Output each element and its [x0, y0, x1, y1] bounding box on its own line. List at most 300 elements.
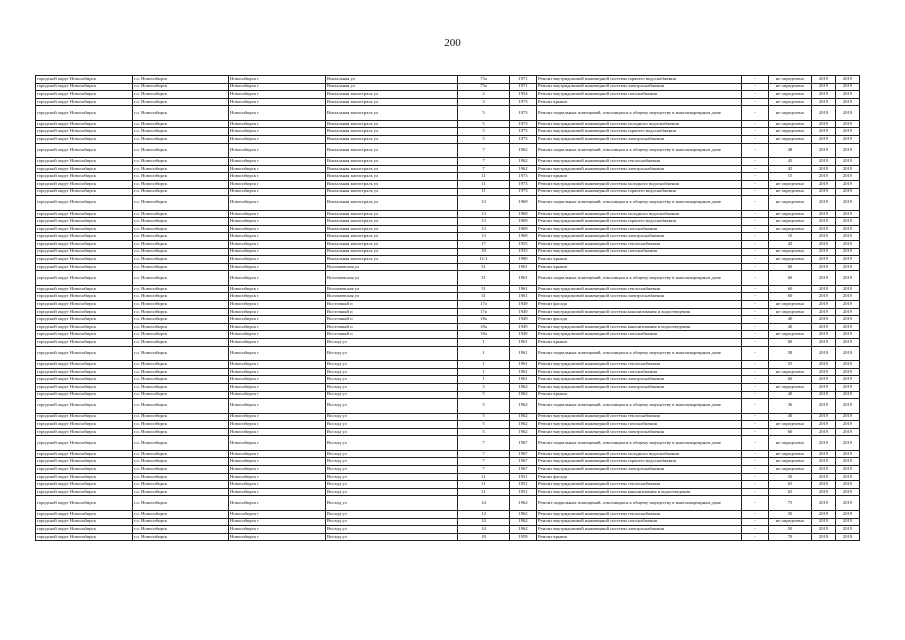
house-cell: 7 — [458, 158, 510, 166]
street-cell: Восход ул — [326, 510, 458, 518]
table-row — [36, 173, 860, 181]
street-cell: Восточный п — [326, 316, 458, 324]
year-cell: 1973 — [510, 128, 537, 136]
table-row — [36, 361, 860, 369]
dash-cell: - — [742, 233, 769, 241]
end-year-cell: 2019 — [836, 241, 860, 249]
work-type-cell: Ремонт внутридомовой инженерной системы холодного водоснабжения — [537, 450, 742, 458]
municipality-cell: г.о. Новосибирск — [133, 256, 229, 264]
term-cell: 75 — [769, 496, 812, 511]
end-year-cell: 2019 — [836, 316, 860, 324]
dash-cell: - — [742, 106, 769, 121]
dash-cell: - — [742, 120, 769, 128]
settlement-cell: Новосибирск г — [229, 436, 326, 451]
table-row — [36, 331, 860, 339]
work-type-cell: Ремонт внутридомовой инженерной системы горячего водоснабжения — [537, 188, 742, 196]
house-cell: 11 — [458, 488, 510, 496]
street-cell: Восход ул — [326, 488, 458, 496]
house-cell: 13 — [458, 218, 510, 226]
year-cell: 1967 — [510, 458, 537, 466]
house-cell: 5 — [458, 128, 510, 136]
end-year-cell: 2019 — [836, 526, 860, 534]
settlement-cell: Новосибирск г — [229, 533, 326, 541]
municipality-cell: г.о. Новосибирск — [133, 458, 229, 466]
settlement-cell: Новосибирск г — [229, 120, 326, 128]
district-cell: городской округ Новосибирск — [36, 391, 133, 399]
settlement-cell: Новосибирск г — [229, 413, 326, 421]
end-year-cell: 2019 — [836, 496, 860, 511]
dash-cell: - — [742, 136, 769, 144]
district-cell: городской округ Новосибирск — [36, 510, 133, 518]
end-year-cell: 2019 — [836, 285, 860, 293]
end-year-cell: 2019 — [836, 293, 860, 301]
district-cell: городской округ Новосибирск — [36, 339, 133, 347]
district-cell: городской округ Новосибирск — [36, 428, 133, 436]
house-cell: 75а — [458, 83, 510, 91]
district-cell: городской округ Новосибирск — [36, 248, 133, 256]
start-year-cell: 2019 — [812, 218, 836, 226]
house-cell: 13 — [458, 225, 510, 233]
settlement-cell: Новосибирск г — [229, 293, 326, 301]
district-cell: городской округ Новосибирск — [36, 76, 133, 84]
district-cell: городской округ Новосибирск — [36, 143, 133, 158]
table-row — [36, 218, 860, 226]
dash-cell: - — [742, 225, 769, 233]
table-row — [36, 488, 860, 496]
district-cell: городской округ Новосибирск — [36, 481, 133, 489]
year-cell: 1955 — [510, 241, 537, 249]
year-cell: 1961 — [510, 368, 537, 376]
street-cell: Восход ул — [326, 361, 458, 369]
term-cell: 70 — [769, 533, 812, 541]
street-cell: Восход ул — [326, 466, 458, 474]
start-year-cell: 2019 — [812, 136, 836, 144]
term-cell: 40 — [769, 413, 812, 421]
municipality-cell: г.о. Новосибирск — [133, 510, 229, 518]
year-cell: 1961 — [510, 263, 537, 271]
work-type-cell: Ремонт внутридомовой инженерной системы канализования и водоотведения — [537, 308, 742, 316]
dash-cell: - — [742, 285, 769, 293]
dash-cell: - — [742, 241, 769, 249]
work-type-cell: Ремонт внутридомовой инженерной системы горячего водоснабжения — [537, 76, 742, 84]
street-cell: Вокзальная магистраль ул — [326, 241, 458, 249]
municipality-cell: г.о. Новосибирск — [133, 533, 229, 541]
settlement-cell: Новосибирск г — [229, 165, 326, 173]
work-type-cell: Ремонт внутридомовой инженерной системы электроснабжения — [537, 165, 742, 173]
house-cell: 1 — [458, 376, 510, 384]
district-cell: городской округ Новосибирск — [36, 263, 133, 271]
work-type-cell: Ремонт внутридомовой инженерной системы теплоснабжения — [537, 413, 742, 421]
district-cell: городской округ Новосибирск — [36, 399, 133, 414]
table-row — [36, 98, 860, 106]
term-cell: 60 — [769, 271, 812, 286]
house-cell: 7 — [458, 436, 510, 451]
term-cell: не определено — [769, 301, 812, 309]
municipality-cell: г.о. Новосибирск — [133, 143, 229, 158]
house-cell: 18а — [458, 331, 510, 339]
municipality-cell: г.о. Новосибирск — [133, 91, 229, 99]
street-cell: Вокзальная магистраль ул — [326, 158, 458, 166]
start-year-cell: 2019 — [812, 399, 836, 414]
term-cell: 40 — [769, 323, 812, 331]
start-year-cell: 2019 — [812, 143, 836, 158]
work-type-cell: Ремонт внутридомовой инженерной системы горячего водоснабжения — [537, 458, 742, 466]
work-type-cell: Ремонт внутридомовой инженерной системы электроснабжения — [537, 293, 742, 301]
house-cell: 11 — [458, 473, 510, 481]
term-cell: 60 — [769, 285, 812, 293]
district-cell: городской округ Новосибирск — [36, 241, 133, 249]
settlement-cell: Новосибирск г — [229, 188, 326, 196]
year-cell: 1962 — [510, 510, 537, 518]
end-year-cell: 2019 — [836, 120, 860, 128]
municipality-cell: г.о. Новосибирск — [133, 301, 229, 309]
work-type-cell: Ремонт подвальных помещений, относящихся к общему имуществу в многоквартирном доме — [537, 346, 742, 361]
table-row — [36, 518, 860, 526]
district-cell: городской округ Новосибирск — [36, 301, 133, 309]
house-cell: 7 — [458, 143, 510, 158]
year-cell: 1962 — [510, 428, 537, 436]
dash-cell: - — [742, 248, 769, 256]
year-cell: 1962 — [510, 518, 537, 526]
start-year-cell: 2019 — [812, 196, 836, 211]
end-year-cell: 2019 — [836, 339, 860, 347]
municipality-cell: г.о. Новосибирск — [133, 428, 229, 436]
settlement-cell: Новосибирск г — [229, 450, 326, 458]
house-cell: 5 — [458, 106, 510, 121]
district-cell: городской округ Новосибирск — [36, 91, 133, 99]
district-cell: городской округ Новосибирск — [36, 180, 133, 188]
settlement-cell: Новосибирск г — [229, 83, 326, 91]
end-year-cell: 2019 — [836, 136, 860, 144]
start-year-cell: 2019 — [812, 180, 836, 188]
district-cell: городской округ Новосибирск — [36, 450, 133, 458]
term-cell: не определено — [769, 128, 812, 136]
year-cell: 1962 — [510, 399, 537, 414]
work-type-cell: Ремонт подвальных помещений, относящихся к общему имуществу в многоквартирном доме — [537, 106, 742, 121]
repair-register-table — [35, 75, 860, 541]
dash-cell: - — [742, 518, 769, 526]
work-type-cell: Ремонт крыши — [537, 263, 742, 271]
start-year-cell: 2019 — [812, 285, 836, 293]
year-cell: 1951 — [510, 473, 537, 481]
term-cell: не определено — [769, 225, 812, 233]
work-type-cell: Ремонт внутридомовой инженерной системы теплоснабжения — [537, 510, 742, 518]
term-cell: не определено — [769, 210, 812, 218]
dash-cell: - — [742, 481, 769, 489]
year-cell: 1973 — [510, 173, 537, 181]
settlement-cell: Новосибирск г — [229, 458, 326, 466]
settlement-cell: Новосибирск г — [229, 136, 326, 144]
end-year-cell: 2019 — [836, 450, 860, 458]
term-cell: не определено — [769, 421, 812, 429]
house-cell: 5 — [458, 413, 510, 421]
dash-cell: - — [742, 301, 769, 309]
year-cell: 1973 — [510, 180, 537, 188]
work-type-cell: Ремонт внутридомовой инженерной системы холодного водоснабжения — [537, 180, 742, 188]
start-year-cell: 2019 — [812, 428, 836, 436]
start-year-cell: 2019 — [812, 165, 836, 173]
term-cell: не определено — [769, 383, 812, 391]
settlement-cell: Новосибирск г — [229, 196, 326, 211]
street-cell: Восход ул — [326, 376, 458, 384]
term-cell: 55 — [769, 361, 812, 369]
municipality-cell: г.о. Новосибирск — [133, 421, 229, 429]
street-cell: Восход ул — [326, 450, 458, 458]
term-cell: не определено — [769, 368, 812, 376]
year-cell: 1962 — [510, 413, 537, 421]
term-cell: 50 — [769, 526, 812, 534]
year-cell: 1973 — [510, 106, 537, 121]
house-cell: 5 — [458, 136, 510, 144]
dash-cell: - — [742, 376, 769, 384]
table-row — [36, 106, 860, 121]
year-cell: 1959 — [510, 533, 537, 541]
street-cell: Восход ул — [326, 413, 458, 421]
year-cell: 1973 — [510, 136, 537, 144]
work-type-cell: Ремонт подвальных помещений, относящихся к общему имуществу в многоквартирном доме — [537, 399, 742, 414]
term-cell: 15 — [769, 173, 812, 181]
municipality-cell: г.о. Новосибирск — [133, 346, 229, 361]
street-cell: Восход ул — [326, 481, 458, 489]
work-type-cell: Ремонт внутридомовой инженерной системы газоснабжения — [537, 91, 742, 99]
municipality-cell: г.о. Новосибирск — [133, 391, 229, 399]
settlement-cell: Новосибирск г — [229, 376, 326, 384]
district-cell: городской округ Новосибирск — [36, 188, 133, 196]
term-cell: 10 — [769, 233, 812, 241]
municipality-cell: г.о. Новосибирск — [133, 120, 229, 128]
end-year-cell: 2019 — [836, 510, 860, 518]
year-cell: 1951 — [510, 481, 537, 489]
dash-cell: - — [742, 473, 769, 481]
start-year-cell: 2019 — [812, 518, 836, 526]
year-cell: 1962 — [510, 496, 537, 511]
district-cell: городской округ Новосибирск — [36, 458, 133, 466]
start-year-cell: 2019 — [812, 158, 836, 166]
start-year-cell: 2019 — [812, 308, 836, 316]
district-cell: городской округ Новосибирск — [36, 383, 133, 391]
end-year-cell: 2019 — [836, 346, 860, 361]
district-cell: городской округ Новосибирск — [36, 218, 133, 226]
year-cell: 1935 — [510, 248, 537, 256]
work-type-cell: Ремонт внутридомовой инженерной системы газоснабжения — [537, 248, 742, 256]
table-row — [36, 436, 860, 451]
table-row — [36, 233, 860, 241]
district-cell: городской округ Новосибирск — [36, 128, 133, 136]
municipality-cell: г.о. Новосибирск — [133, 106, 229, 121]
end-year-cell: 2019 — [836, 361, 860, 369]
district-cell: городской округ Новосибирск — [36, 158, 133, 166]
street-cell: Волочаевская ул — [326, 271, 458, 286]
house-cell: 51 — [458, 285, 510, 293]
table-row — [36, 256, 860, 264]
district-cell: городской округ Новосибирск — [36, 173, 133, 181]
work-type-cell: Ремонт крыши — [537, 256, 742, 264]
dash-cell: - — [742, 533, 769, 541]
start-year-cell: 2019 — [812, 271, 836, 286]
table-row — [36, 428, 860, 436]
street-cell: Вокзальная магистраль ул — [326, 128, 458, 136]
table-row — [36, 533, 860, 541]
term-cell: 48 — [769, 143, 812, 158]
term-cell: не определено — [769, 518, 812, 526]
work-type-cell: Ремонт внутридомовой инженерной системы электроснабжения — [537, 136, 742, 144]
municipality-cell: г.о. Новосибирск — [133, 83, 229, 91]
street-cell: Вокзальная магистраль ул — [326, 91, 458, 99]
work-type-cell: Ремонт фасада — [537, 316, 742, 324]
district-cell: городской округ Новосибирск — [36, 285, 133, 293]
municipality-cell: г.о. Новосибирск — [133, 488, 229, 496]
table-row — [36, 241, 860, 249]
end-year-cell: 2019 — [836, 376, 860, 384]
table-row — [36, 391, 860, 399]
house-cell: 51 — [458, 271, 510, 286]
dash-cell: - — [742, 361, 769, 369]
street-cell: Вокзальная магистраль ул — [326, 188, 458, 196]
start-year-cell: 2019 — [812, 368, 836, 376]
district-cell: городской округ Новосибирск — [36, 413, 133, 421]
work-type-cell: Ремонт внутридомовой инженерной системы холодного водоснабжения — [537, 120, 742, 128]
table-row — [36, 376, 860, 384]
municipality-cell: г.о. Новосибирск — [133, 518, 229, 526]
year-cell: 1967 — [510, 466, 537, 474]
house-cell: 75а — [458, 76, 510, 84]
settlement-cell: Новосибирск г — [229, 518, 326, 526]
dash-cell: - — [742, 488, 769, 496]
house-cell: 11 — [458, 188, 510, 196]
end-year-cell: 2019 — [836, 158, 860, 166]
end-year-cell: 2019 — [836, 106, 860, 121]
municipality-cell: г.о. Новосибирск — [133, 210, 229, 218]
end-year-cell: 2019 — [836, 165, 860, 173]
street-cell: Восход ул — [326, 346, 458, 361]
settlement-cell: Новосибирск г — [229, 428, 326, 436]
table-row — [36, 339, 860, 347]
settlement-cell: Новосибирск г — [229, 248, 326, 256]
year-cell: 1969 — [510, 225, 537, 233]
district-cell: городской округ Новосибирск — [36, 331, 133, 339]
work-type-cell: Ремонт внутридомовой инженерной системы электроснабжения — [537, 383, 742, 391]
dash-cell: - — [742, 428, 769, 436]
district-cell: городской округ Новосибирск — [36, 308, 133, 316]
end-year-cell: 2019 — [836, 481, 860, 489]
house-cell: 5 — [458, 391, 510, 399]
work-type-cell: Ремонт внутридомовой инженерной системы горячего водоснабжения — [537, 128, 742, 136]
settlement-cell: Новосибирск г — [229, 496, 326, 511]
municipality-cell: г.о. Новосибирск — [133, 233, 229, 241]
dash-cell: - — [742, 316, 769, 324]
district-cell: городской округ Новосибирск — [36, 196, 133, 211]
start-year-cell: 2019 — [812, 481, 836, 489]
term-cell: не определено — [769, 450, 812, 458]
house-cell: 5 — [458, 421, 510, 429]
street-cell: Восход ул — [326, 473, 458, 481]
street-cell: Восход ул — [326, 399, 458, 414]
start-year-cell: 2019 — [812, 473, 836, 481]
term-cell: не определено — [769, 136, 812, 144]
street-cell: Восход ул — [326, 533, 458, 541]
table-row — [36, 308, 860, 316]
year-cell: 1973 — [510, 98, 537, 106]
work-type-cell: Ремонт внутридомовой инженерной системы канализования и водоотведения — [537, 323, 742, 331]
work-type-cell: Ремонт внутридомовой инженерной системы электроснабжения — [537, 376, 742, 384]
street-cell: Волочаевская ул — [326, 263, 458, 271]
table-row — [36, 458, 860, 466]
start-year-cell: 2019 — [812, 76, 836, 84]
municipality-cell: г.о. Новосибирск — [133, 136, 229, 144]
municipality-cell: г.о. Новосибирск — [133, 76, 229, 84]
street-cell: Вокзальная магистраль ул — [326, 173, 458, 181]
work-type-cell: Ремонт внутридомовой инженерной системы электроснабжения — [537, 526, 742, 534]
house-cell: 14 — [458, 496, 510, 511]
year-cell: 1961 — [510, 346, 537, 361]
district-cell: городской округ Новосибирск — [36, 271, 133, 286]
house-cell: 5 — [458, 120, 510, 128]
district-cell: городской округ Новосибирск — [36, 316, 133, 324]
dash-cell: - — [742, 263, 769, 271]
dash-cell: - — [742, 399, 769, 414]
work-type-cell: Ремонт фасада — [537, 473, 742, 481]
municipality-cell: г.о. Новосибирск — [133, 466, 229, 474]
year-cell: 1969 — [510, 196, 537, 211]
table-row — [36, 271, 860, 286]
settlement-cell: Новосибирск г — [229, 271, 326, 286]
term-cell: не определено — [769, 436, 812, 451]
house-cell: 17а — [458, 301, 510, 309]
table-row — [36, 293, 860, 301]
term-cell: не определено — [769, 458, 812, 466]
municipality-cell: г.о. Новосибирск — [133, 308, 229, 316]
street-cell: Вокзальная магистраль ул — [326, 225, 458, 233]
term-cell: 40 — [769, 316, 812, 324]
district-cell: городской округ Новосибирск — [36, 496, 133, 511]
settlement-cell: Новосибирск г — [229, 218, 326, 226]
table-row — [36, 120, 860, 128]
start-year-cell: 2019 — [812, 436, 836, 451]
year-cell: 1961 — [510, 376, 537, 384]
street-cell: Вокзальная магистраль ул — [326, 233, 458, 241]
settlement-cell: Новосибирск г — [229, 323, 326, 331]
street-cell: Восточный п — [326, 301, 458, 309]
table-row — [36, 165, 860, 173]
dash-cell: - — [742, 83, 769, 91]
dash-cell: - — [742, 421, 769, 429]
table-row — [36, 450, 860, 458]
work-type-cell: Ремонт внутридомовой инженерной системы теплоснабжения — [537, 158, 742, 166]
district-cell: городской округ Новосибирск — [36, 293, 133, 301]
street-cell: Вокзальная магистраль ул — [326, 106, 458, 121]
start-year-cell: 2019 — [812, 496, 836, 511]
house-cell: 51 — [458, 263, 510, 271]
table-row — [36, 180, 860, 188]
district-cell: городской округ Новосибирск — [36, 421, 133, 429]
house-cell: 11 — [458, 173, 510, 181]
dash-cell: - — [742, 346, 769, 361]
start-year-cell: 2019 — [812, 188, 836, 196]
year-cell: 1980 — [510, 256, 537, 264]
house-cell: 3 — [458, 383, 510, 391]
term-cell: не определено — [769, 248, 812, 256]
dash-cell: - — [742, 128, 769, 136]
settlement-cell: Новосибирск г — [229, 143, 326, 158]
term-cell: 60 — [769, 293, 812, 301]
start-year-cell: 2019 — [812, 83, 836, 91]
street-cell: Вокзальная магистраль ул — [326, 218, 458, 226]
year-cell: 1961 — [510, 361, 537, 369]
term-cell: 40 — [769, 391, 812, 399]
dash-cell: - — [742, 188, 769, 196]
municipality-cell: г.о. Новосибирск — [133, 248, 229, 256]
work-type-cell: Ремонт внутридомовой инженерной системы электроснабжения — [537, 428, 742, 436]
